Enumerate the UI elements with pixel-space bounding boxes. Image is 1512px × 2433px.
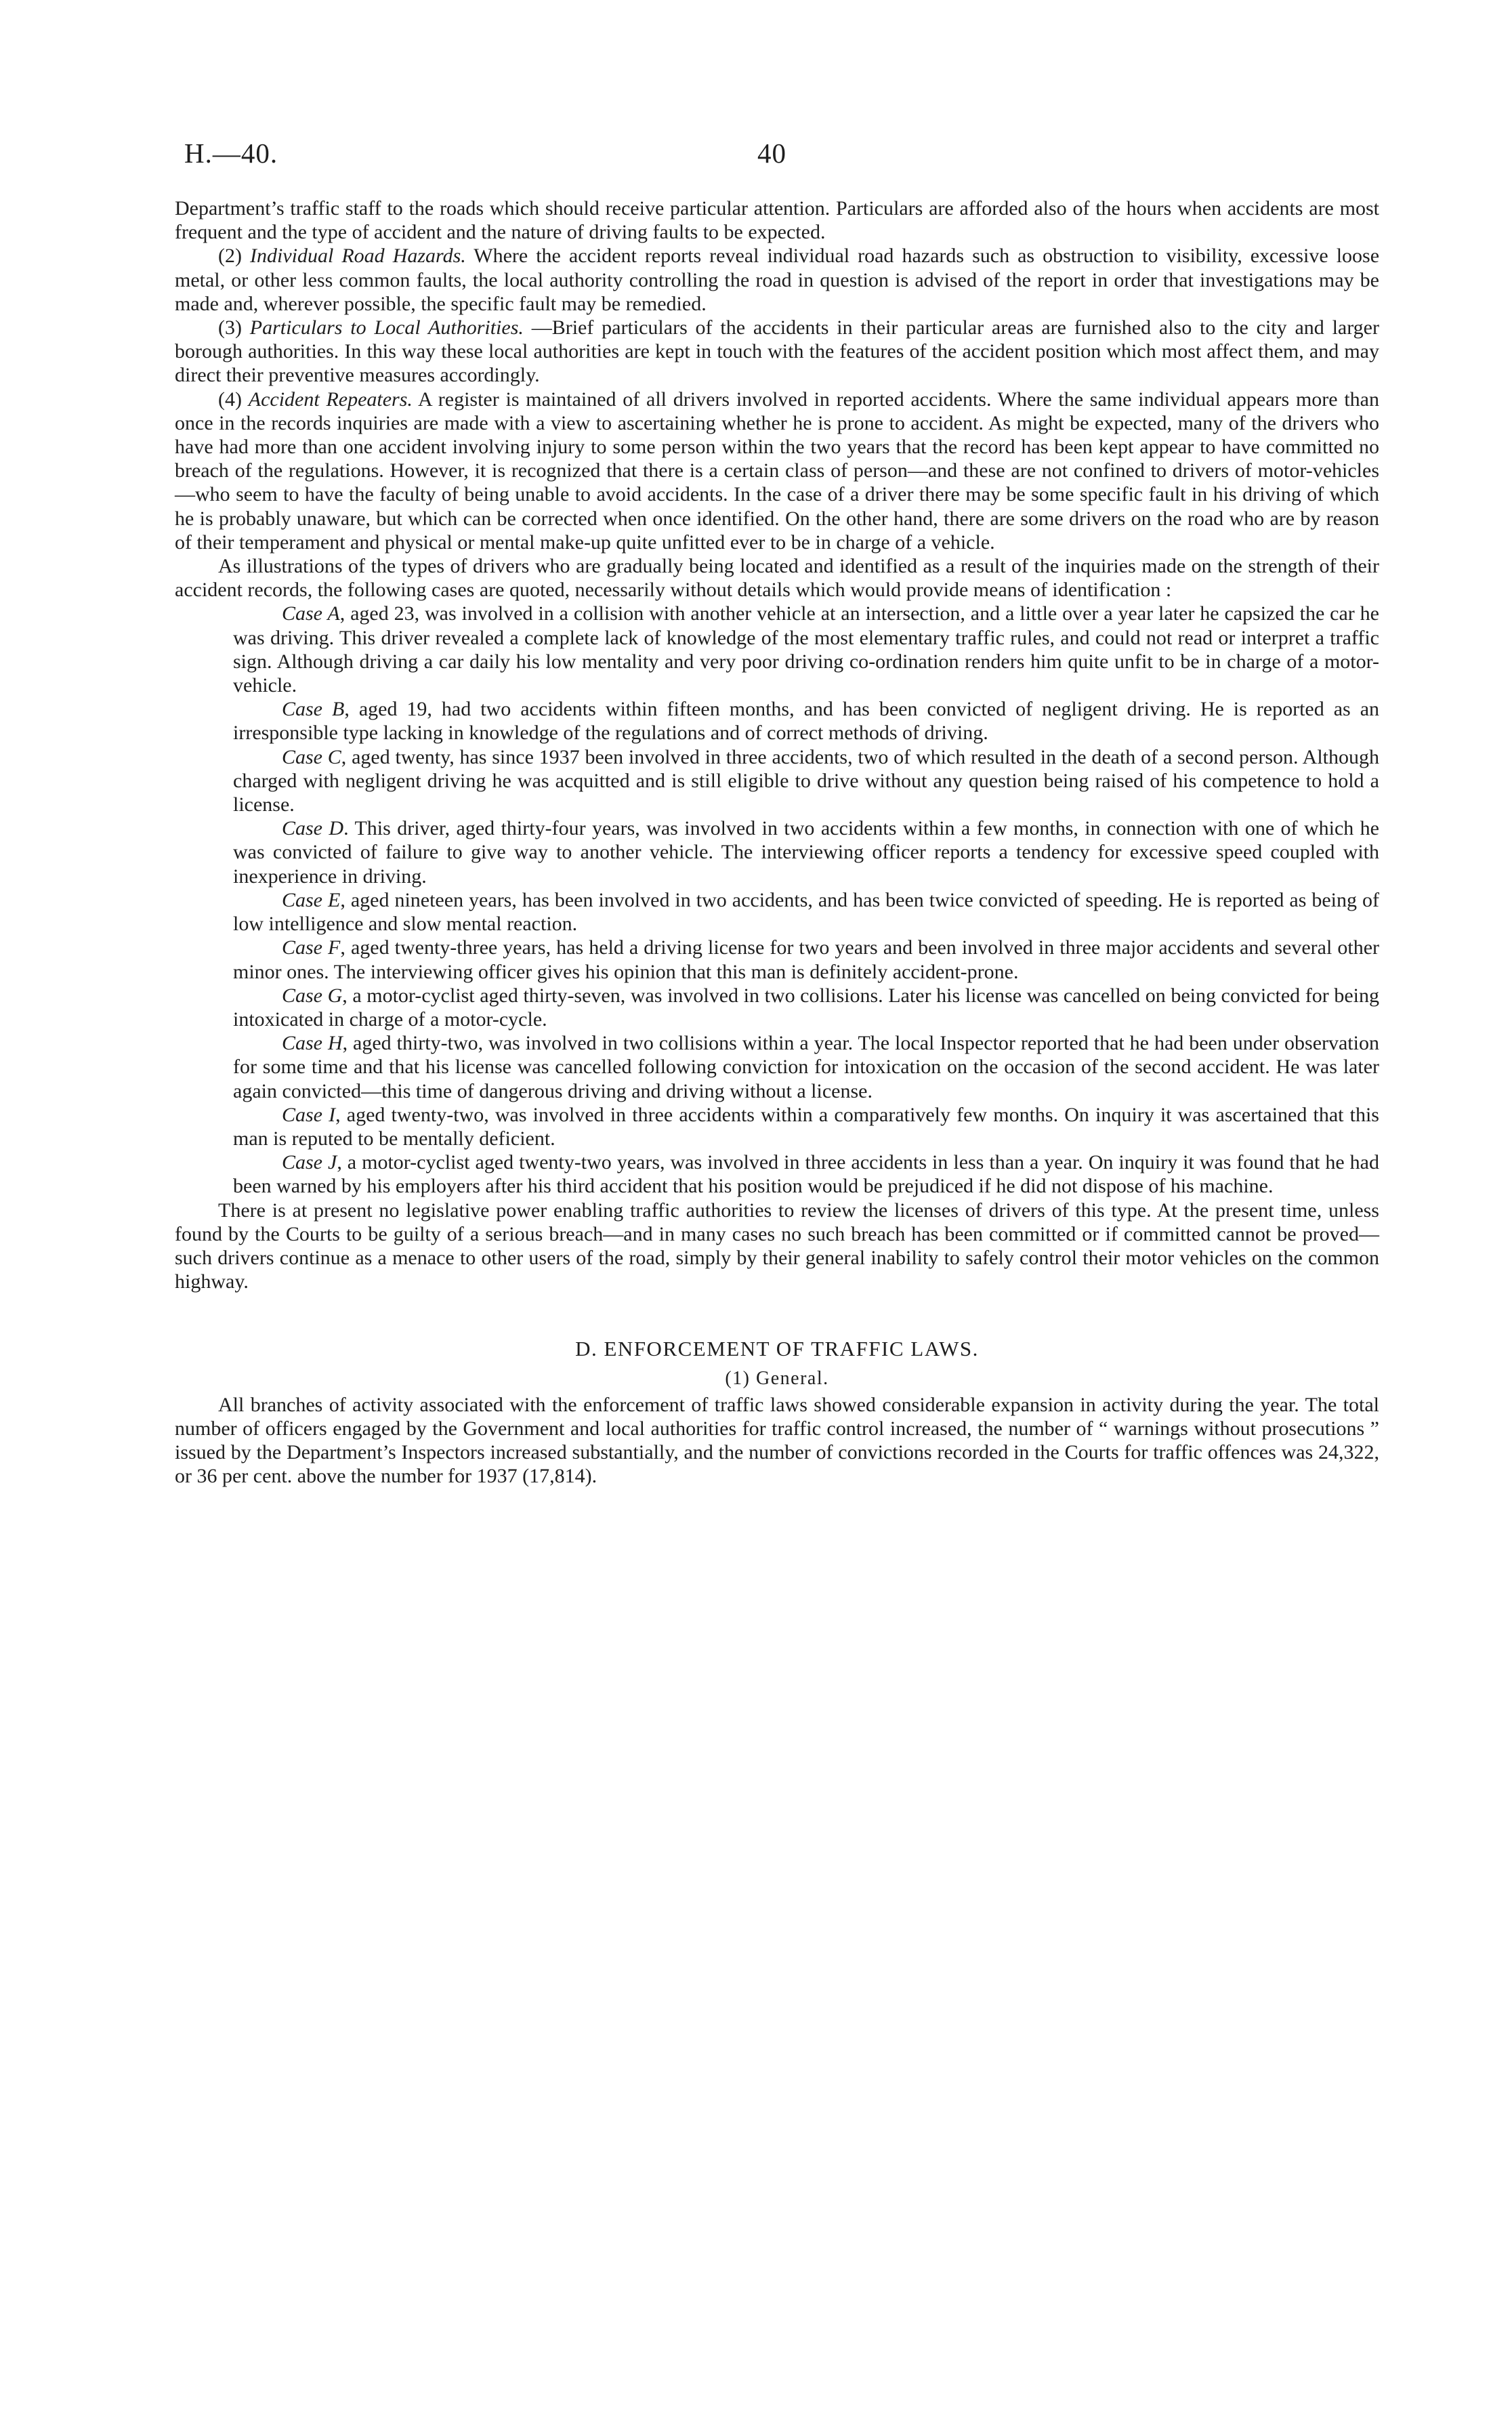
case-text: . This driver, aged thirty-four years, was involved in two accidents within a few months, in connection with one of which he was convicted of failure to give way to another vehicle. The interviewing officer reports a tendency for excessive speed coupled with inexperience in driving.: [233, 817, 1379, 888]
paragraph-individual-road-hazards: [175, 244, 1379, 316]
body-text: [175, 196, 1379, 1489]
paragraph-illustrations: As illustrations of the types of drivers who are gradually being located and identified as a result of the inquiries made on the strength of their accident records, the following cases are quoted, necessarily without details which would provide means of identification :: [175, 555, 1379, 602]
case-item: [233, 936, 1379, 983]
case-label: Case D: [282, 817, 344, 840]
paragraph-particulars-local-authorities: [175, 316, 1379, 388]
case-item: [233, 745, 1379, 817]
case-item: [233, 888, 1379, 936]
case-text: , aged 23, was involved in a collision with another vehicle at an intersection, and a little over a year later he capsized the car he was driving. This driver revealed a complete lack of knowledge of the most elementary traffic rules, and could not read or interpret a traffic sign. Although driving a car daily his low mentality and very poor driving co-ordination renders him quite unfit to be in charge of a motor-vehicle.: [233, 602, 1379, 697]
case-text: , aged 19, had two accidents within fifteen months, and has been convicted of negligent driving. He is reported as an irresponsible type lacking in knowledge of the regulations and of correct methods of driving.: [233, 698, 1380, 745]
paragraph-number: (4): [218, 388, 249, 411]
case-item: [233, 1150, 1379, 1198]
case-text: , aged nineteen years, has been involved in two accidents, and has been twice convicted of speeding. He is reported as being of low intelligence and slow mental reaction.: [233, 888, 1380, 936]
paragraph-number: (2): [218, 245, 251, 268]
case-item: [233, 1031, 1379, 1103]
document-reference: H.—40.: [184, 138, 278, 169]
paragraph-accident-repeaters: [175, 388, 1379, 554]
paragraph-legislative-power: There is at present no legislative power enabling traffic authorities to review the licenses of drivers of this type. At the present time, unless found by the Courts to be guilty of a serious breach—and in many cases no such breach has been committed or if committed cannot be proved—such drivers continue as a menace to other users of the road, simply by their general inability to safely control their motor vehicles on the common highway.: [175, 1199, 1379, 1293]
paragraph-text: Where the accident reports reveal individual road hazards such as obstruction to visibility, excessive loose metal, or other less common faults, the local authority controlling the road in question is advised of the report in order that investigations may be made and, wherever possible, the specific fault may be remedied.: [175, 245, 1380, 315]
case-label: Case A: [282, 602, 340, 625]
case-text: , aged twenty-two, was involved in three accidents within a comparatively few months. On inquiry it was ascertained that this man is reputed to be mentally deficient.: [233, 1103, 1379, 1150]
case-text: , aged thirty-two, was involved in two collisions within a year. The local Inspector reported that he had been under observation for some time and that his license was cancelled following conviction for intoxication on the occasion of the second accident. He was later again convicted—this time of dangerous driving and driving without a license.: [233, 1032, 1379, 1102]
case-item: [233, 984, 1379, 1031]
case-item: [233, 697, 1379, 745]
case-label: Case E: [282, 888, 341, 911]
paragraph-heading: Individual Road Hazards.: [250, 245, 466, 268]
paragraph-enforcement-general: All branches of activity associated with the enforcement of traffic laws showed considerable expansion in activity during the year. The total number of officers engaged by the Government and local authorities for traffic control increased, the number of “ warnings without prosecutions ” issued by the Department’s Inspectors increased substantially, and the number of convictions recorded in the Courts for traffic offences was 24,322, or 36 per cent. above the number for 1937 (17,814).: [175, 1393, 1379, 1488]
paragraph-heading: Particulars to Local Authorities.: [249, 316, 524, 339]
case-label: Case G: [282, 984, 343, 1007]
case-text: , a motor-cyclist aged twenty-two years, was involved in three accidents in less than a year. On inquiry it was found that he had been warned by his employers after his third accident that his position would be prejudiced if he did not dispose of his machine.: [233, 1151, 1379, 1198]
case-item: [233, 816, 1379, 888]
case-text: , aged twenty, has since 1937 been involved in three accidents, two of which resulted in the death of a second person. Although charged with negligent driving he was acquitted and is still eligible to drive without any question being raised of his competence to hold a license.: [233, 745, 1379, 816]
paragraph-text: —Brief particulars of the accidents in their particular areas are furnished also to the city and larger borough authorities. In this way these local authorities are kept in touch with the features of the accident position which most affect them, and may direct their preventive measures accordingly.: [175, 316, 1379, 387]
case-item: [233, 602, 1379, 697]
paragraph-continued: Department’s traffic staff to the roads which should receive particular attention. Particulars are afforded also of the hours when accidents are most frequent and the type of accident and the nature of driving faults to be expected.: [175, 197, 1379, 244]
subsection-heading: (1) General.: [725, 1367, 829, 1389]
case-label: Case J: [282, 1151, 337, 1174]
page-number: 40: [757, 138, 786, 169]
case-label: Case B: [282, 698, 345, 721]
case-label: Case C: [282, 745, 341, 768]
case-label: Case H: [282, 1032, 343, 1055]
section-heading: D. ENFORCEMENT OF TRAFFIC LAWS.: [575, 1337, 979, 1361]
case-text: , a motor-cyclist aged thirty-seven, was involved in two collisions. Later his license was cancelled on being convicted for being intoxicated in charge of a motor-cycle.: [233, 984, 1379, 1031]
case-label: Case F: [282, 936, 341, 959]
case-list: [175, 602, 1379, 1198]
paragraph-heading: Accident Repeaters.: [248, 388, 413, 411]
case-label: Case I: [282, 1103, 336, 1126]
case-item: [233, 1103, 1379, 1150]
case-text: , aged twenty-three years, has held a driving license for two years and been involved in three major accidents and several other minor ones. The interviewing officer gives his opinion that this man is definitely accident-prone.: [233, 936, 1379, 983]
paragraph-number: (3): [218, 316, 250, 339]
paragraph-text: A register is maintained of all drivers involved in reported accidents. Where the same individual appears more than once in the records inquiries are made with a view to ascertaining whether he is prone to accident. As might be expected, many of the drivers who have had more than one accident involving injury to some person within the two years that the record has been kept appear to have committed no breach of the regulations. However, it is recognized that there is a certain class of person—and these are not confined to drivers of motor-vehicles—who seem to have the faculty of being unable to avoid accidents. In the case of a driver there may be some specific fault in his driving of which he is probably unaware, but which can be corrected when once identified. On the other hand, there are some drivers on the road who are by reason of their temperament and physical or mental make-up quite unfitted ever to be in charge of a vehicle.: [175, 388, 1379, 554]
